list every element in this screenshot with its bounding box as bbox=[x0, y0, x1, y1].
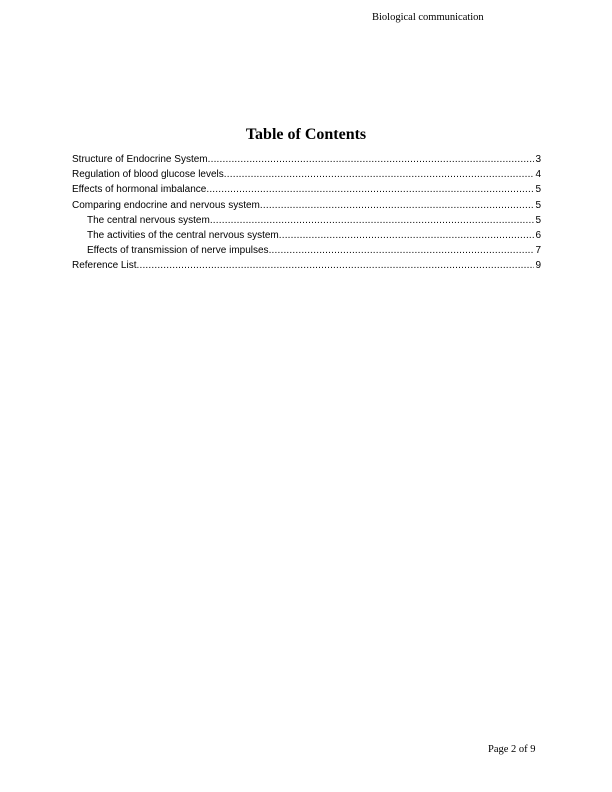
toc-entry-page-number: 9 bbox=[535, 260, 541, 272]
toc-dot-leader bbox=[269, 243, 535, 258]
toc-entry-page-number: 4 bbox=[535, 169, 541, 181]
toc-entry-structure-of-endocrine-system[interactable] bbox=[72, 152, 541, 167]
toc-dot-leader bbox=[279, 228, 535, 243]
toc-entry-label: The central nervous system bbox=[87, 214, 210, 226]
toc-entry-page-number: 5 bbox=[535, 214, 541, 226]
toc-entry-page-number: 5 bbox=[535, 199, 541, 211]
page-number-footer: Page 2 of 9 bbox=[488, 744, 536, 755]
toc-entry-page-number: 6 bbox=[535, 229, 541, 241]
toc-entry-regulation-of-blood-glucose[interactable] bbox=[72, 167, 541, 182]
toc-entry-label: The activities of the central nervous system bbox=[87, 229, 279, 241]
toc-entry-label: Effects of hormonal imbalance bbox=[72, 184, 207, 196]
toc-entry-central-nervous-system[interactable] bbox=[72, 213, 541, 228]
toc-dot-leader bbox=[224, 167, 535, 182]
toc-entry-page-number: 5 bbox=[535, 184, 541, 196]
toc-dot-leader bbox=[260, 198, 535, 213]
toc-entry-reference-list[interactable] bbox=[72, 258, 541, 273]
toc-entry-effects-of-hormonal-imbalance[interactable] bbox=[72, 182, 541, 197]
toc-entry-comparing-endocrine-and-nervous[interactable] bbox=[72, 198, 541, 213]
toc-entry-label: Reference List bbox=[72, 260, 137, 272]
running-header: Biological communication bbox=[372, 12, 484, 23]
toc-dot-leader bbox=[210, 213, 535, 228]
toc-entry-label: Comparing endocrine and nervous system bbox=[72, 199, 260, 211]
toc-entry-page-number: 7 bbox=[535, 245, 541, 257]
toc-entry-activities-of-cns[interactable] bbox=[72, 228, 541, 243]
toc-entry-effects-of-nerve-impulses[interactable] bbox=[72, 243, 541, 258]
toc-dot-leader bbox=[206, 182, 534, 197]
toc-dot-leader bbox=[136, 258, 534, 273]
toc-entry-label: Structure of Endocrine System bbox=[72, 154, 208, 165]
toc-entry-page-number: 3 bbox=[535, 154, 541, 165]
table-of-contents bbox=[72, 152, 541, 274]
toc-dot-leader bbox=[208, 152, 535, 167]
toc-title: Table of Contents bbox=[245, 126, 367, 143]
toc-entry-label: Effects of transmission of nerve impulses bbox=[87, 245, 269, 257]
toc-entry-label: Regulation of blood glucose levels bbox=[72, 169, 224, 181]
